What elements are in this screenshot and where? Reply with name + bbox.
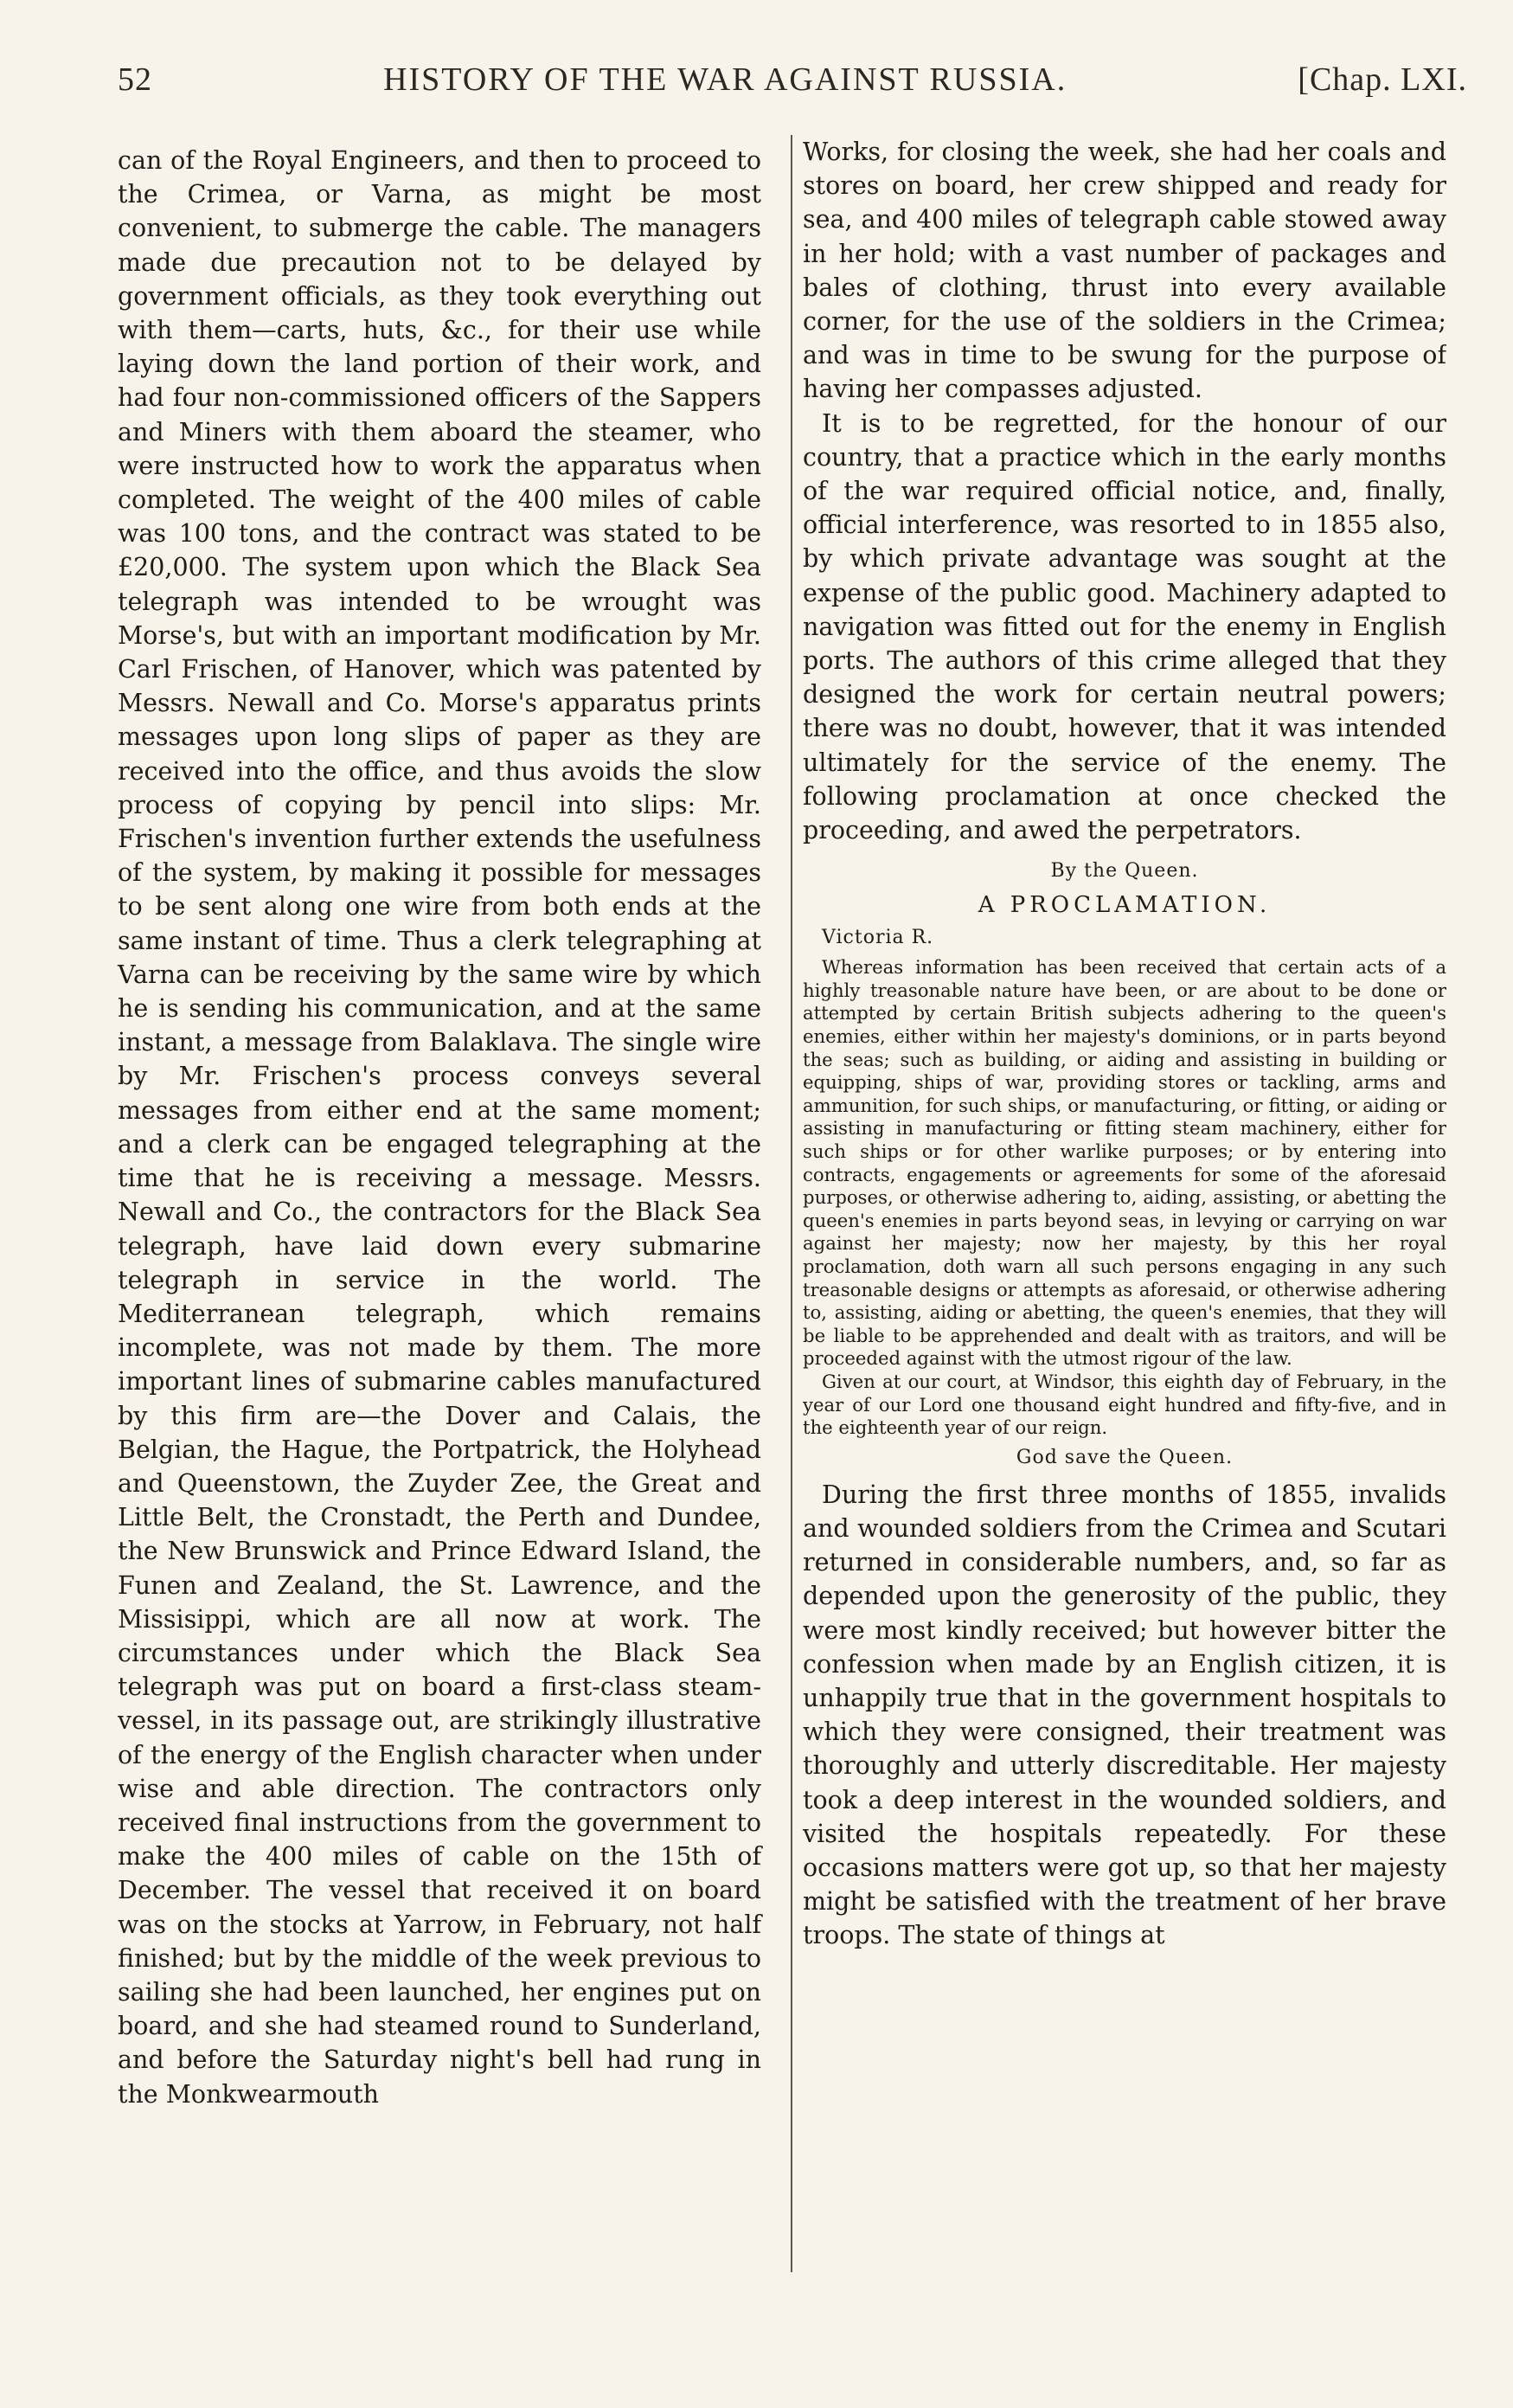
proclamation-title: A PROCLAMATION.	[978, 892, 1272, 919]
practice-paragraph: It is to be regretted, for the honour of our country, that a practice which in the early months of the war required official notice, and, finally, official interference, was resorted to in 1855 also, by which private advantage was sought at the expense of the public good. Machinery adapted to navigation was fitted out for the enemy in English ports. The authors of this crime alleged that they designed the work for certain neutral powers; there was no doubt, however, that it was intended ultimately for the service of the enemy. The following proclamation at once checked the proceeding, and awed the perpetrators.	[803, 408, 1446, 845]
proclamation-closing: God save the Queen.	[1016, 1446, 1234, 1468]
running-title: HISTORY OF THE WAR AGAINST RUSSIA.	[383, 61, 1067, 98]
chapter-label: [Chap. LXI.	[1298, 61, 1467, 98]
proclamation-by-the-queen: By the Queen.	[1050, 860, 1199, 883]
continuation-paragraph: Works, for closing the week, she had her coals and stores on board, her crew shipped and ready for sea, and 400 miles of telegraph cable stowed away in her hold; with a vast number of packages and bales of clothing, thrust into every available corner, for the use of the soldiers in the Crimea; and was in time to be swung for the purpose of having her compasses adjusted.	[803, 138, 1446, 404]
proclamation-body: Whereas information has been received that certain acts of a highly treasonable nature have been, or are about to be done or attempted by certain British subjects adhering to the queen's enemies, either within her majesty's dominions, or in parts beyond the seas; such as building, or aiding and assisting in building or equipping, ships of war, providing stores or tackling, arms and ammunition, for such ships, or manufacturing, or fitting, or aiding or assisting in manufacturing or fitting steam machinery, either for such ships or for other warlike purposes; or by entering into contracts, engagements or agreements for some of the aforesaid purposes, or otherwise adhering to, aiding, assisting, or abetting the queen's enemies in parts beyond seas, in levying or carrying on war against her majesty; now her majesty, by this her royal proclamation, doth warn all such persons engaging in any such treasonable designs or attempts as aforesaid, or otherwise adhering to, assisting, aiding or abetting, the queen's enemies, that they will be liable to be apprehended and dealt with as traitors, and will be proceeded against with the utmost rigour of the law.	[803, 956, 1446, 1370]
left-column	[118, 135, 761, 2281]
proclamation-signature: Victoria R.	[822, 927, 934, 949]
page-header	[118, 61, 1467, 99]
text-columns	[118, 135, 1467, 2281]
hospitals-paragraph: During the first three months of 1855, invalids and wounded soldiers from the Crimea and Scutari returned in considerable numbers, and, so far as depended upon the generosity of the public, they were most kindly received; but however bitter the confession when made by an English citizen, it is unhappily true that in the government hospitals to which they were consigned, their treatment was thoroughly and utterly discreditable. Her majesty took a deep interest in the wounded soldiers, and visited the hospitals repeatedly. For these occasions matters were got up, so that her majesty might be satisfied with the treatment of her brave troops. The state of things at	[803, 1480, 1446, 1950]
proclamation-given: Given at our court, at Windsor, this eighth day of February, in the year of our Lord one thousand eight hundred and fifty-five, and in the eighteenth year of our reign.	[803, 1370, 1446, 1439]
left-paragraph: can of the Royal Engineers, and then to proceed to the Crimea, or Varna, as might be most convenient, to submerge the cable. The managers made due precaution not to be delayed by government officials, as they took everything out with them—carts, huts, &c., for their use while laying down the land portion of their work, and had four non-commissioned officers of the Sappers and Miners with them aboard the steamer, who were instructed how to work the apparatus when completed. The weight of the 400 miles of cable was 100 tons, and the contract was stated to be £20,000. The system upon which the Black Sea telegraph was intended to be wrought was Morse's, but with an important modification by Mr. Carl Frischen, of Hanover, which was patented by Messrs. Newall and Co. Morse's apparatus prints messages upon long slips of paper as they are received into the office, and thus avoids the slow process of copying by pencil into slips: Mr. Frischen's invention further extends the usefulness of the system, by making it possible for messages to be sent along one wire from both ends at the same instant of time. Thus a clerk telegraphing at Varna can be receiving by the same wire by which he is sending his communication, and at the same instant, a message from Balaklava. The single wire by Mr. Frischen's process conveys several messages from either end at the same moment; and a clerk can be engaged telegraphing at the time that he is receiving a message. Messrs. Newall and Co., the contractors for the Black Sea telegraph, have laid down every submarine telegraph in service in the world. The Mediterranean telegraph, which remains incomplete, was not made by them. The more important lines of submarine cables manufactured by this firm are—the Dover and Calais, the Belgian, the Hague, the Portpatrick, the Holyhead and Queenstown, the Zuyder Zee, the Great and Little Belt, the Cronstadt, the Perth and Dundee, the New Brunswick and Prince Edward Island, the Funen and Zealand, the St. Lawrence, and the Missisippi, which are all now at work. The circumstances under which the Black Sea telegraph was put on board a first-class steam-vessel, in its passage out, are strikingly illustrative of the energy of the English character when under wise and able direction. The contractors only received final instructions from the government to make the 400 miles of cable on the 15th of December. The vessel that received it on board was on the stocks at Yarrow, in February, not half finished; but by the middle of the week previous to sailing she had been launched, her engines put on board, and she had steamed round to Sunderland, and before the Saturday night's bell had rung in the Monkwearmouth	[118, 146, 761, 2109]
page-number: 52	[118, 61, 152, 98]
right-column	[791, 135, 1446, 2272]
proclamation	[803, 857, 1446, 1470]
